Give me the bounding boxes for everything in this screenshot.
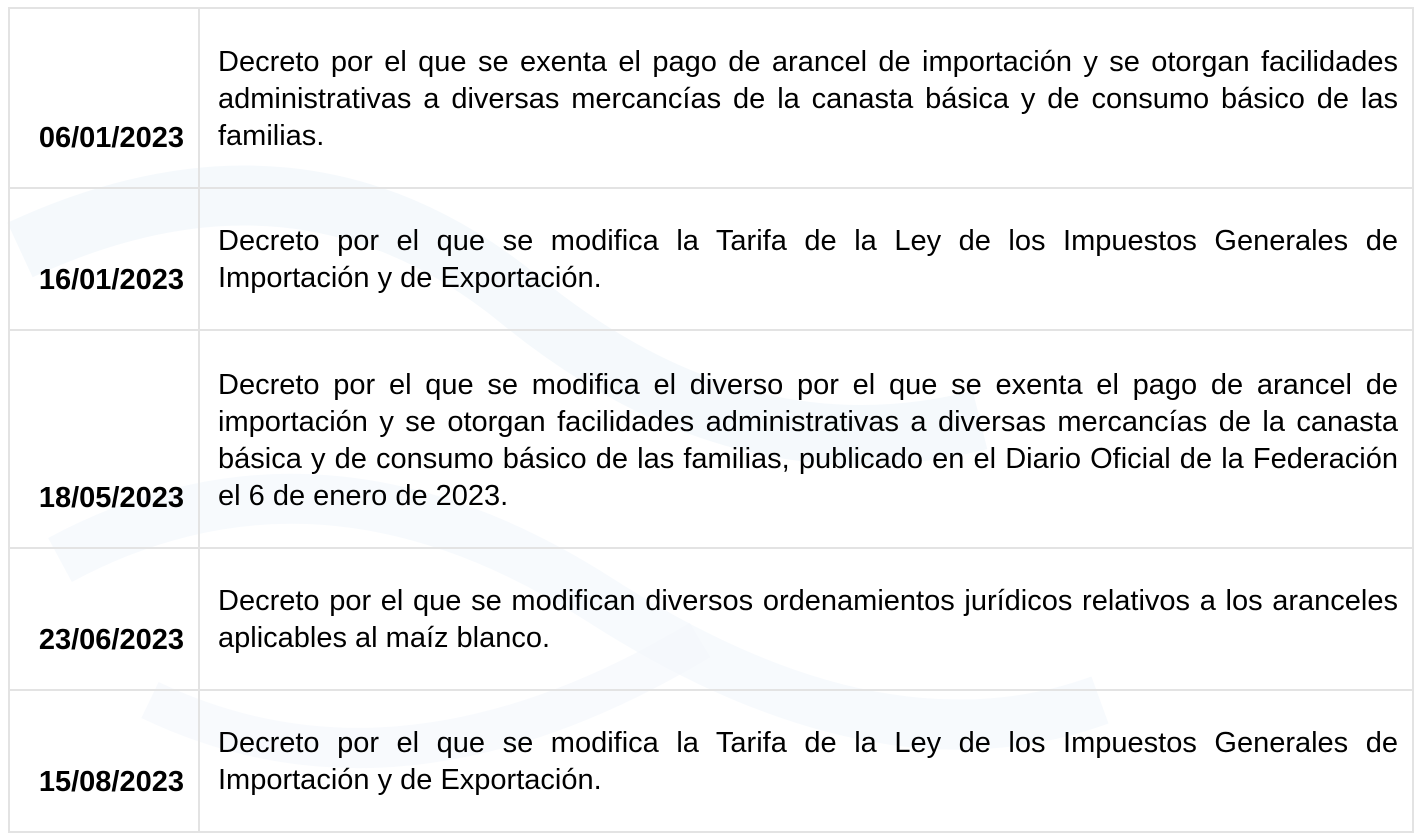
date-cell: 18/05/2023	[9, 330, 199, 548]
table-row	[9, 690, 1413, 832]
description-text: Decreto por el que se modifican diversos ordenamientos jurídicos relativos a los aranceles aplicables al maíz blanco.	[218, 585, 1398, 654]
description-text: Decreto por el que se modifica la Tarifa de la Ley de los Impuestos Generales de Importación y de Exportación.	[218, 225, 1398, 294]
description-text: Decreto por el que se modifica el diverso por el que se exenta el pago de arancel de importación y se otorgan facilidades administrativas a diversas mercancías de la canasta básica y de consumo básico de las familias, publicado en el Diario Oficial de la Federación el 6 de enero de 2023.	[218, 369, 1398, 512]
table-row	[9, 548, 1413, 690]
description-text: Decreto por el que se exenta el pago de arancel de importación y se otorgan facilidades administrativas a diversas mercancías de la canasta básica y de consumo básico de las familias.	[218, 46, 1398, 152]
table-row	[9, 330, 1413, 548]
table-row	[9, 188, 1413, 330]
description-cell	[199, 330, 1413, 548]
description-cell	[199, 548, 1413, 690]
description-cell	[199, 8, 1413, 188]
date-cell: 16/01/2023	[9, 188, 199, 330]
description-cell	[199, 188, 1413, 330]
description-text: Decreto por el que se modifica la Tarifa de la Ley de los Impuestos Generales de Importación y de Exportación.	[218, 727, 1398, 796]
table-row	[9, 8, 1413, 188]
date-cell: 15/08/2023	[9, 690, 199, 832]
decrees-table	[8, 7, 1414, 833]
date-cell: 23/06/2023	[9, 548, 199, 690]
date-cell: 06/01/2023	[9, 8, 199, 188]
description-cell	[199, 690, 1413, 832]
